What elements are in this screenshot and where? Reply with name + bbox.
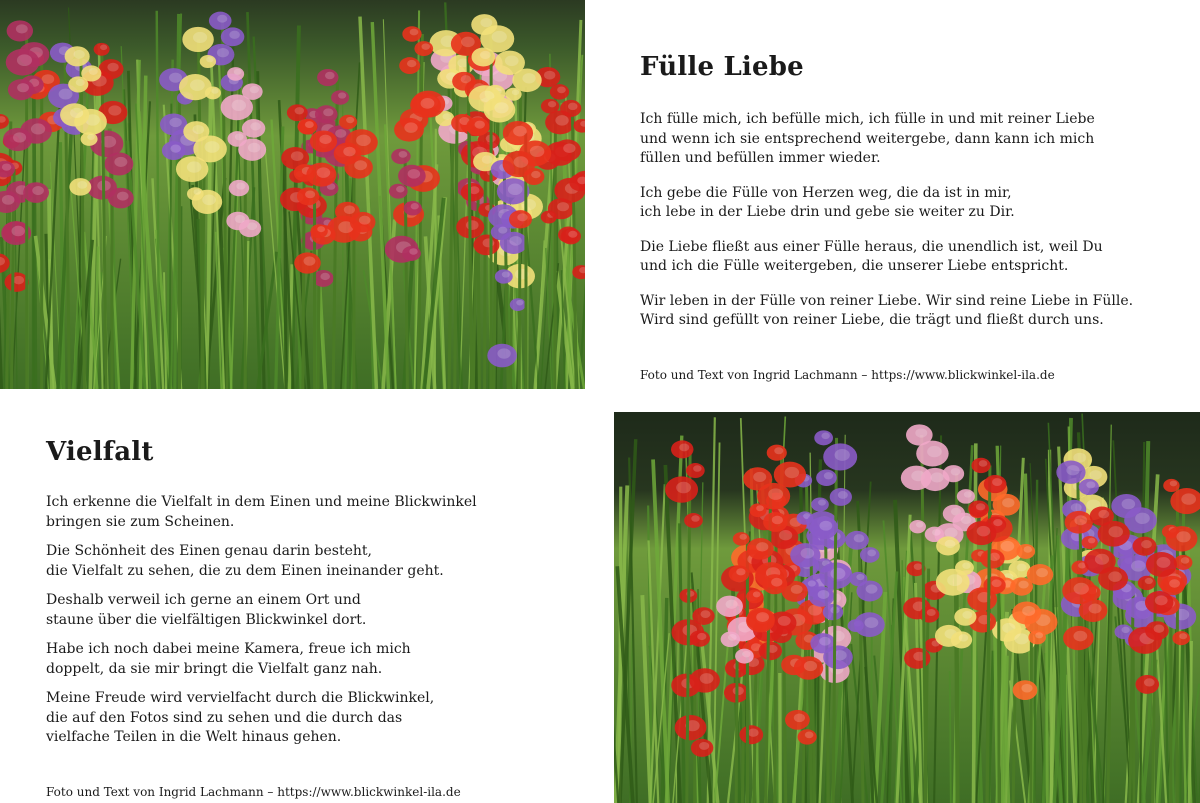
poem-stanza: Meine Freude wird vervielfacht durch die Blickwinkel, die auf den Fotos sind zu sehen und die durch das vielfache Teilen in die Welt hinaus gehen. xyxy=(46,690,435,745)
poem-stanza: Die Liebe fließt aus einer Fülle heraus, die unendlich ist, weil Du und ich die Fülle weitergeben, die unserer Liebe entspricht. xyxy=(640,238,1103,274)
poem-stanza: Wir leben in der Fülle von reiner Liebe. Wir sind reine Liebe in Fülle. Wird sind gefüllt von reiner Liebe, die trägt und fließt durch uns. xyxy=(640,292,1134,328)
poem-stanza: Ich fülle mich, ich befülle mich, ich fülle in und mit reiner Liebe und wenn ich sie entsprechend weitergebe, dann kann ich mich füllen und befüllen immer wieder. xyxy=(640,111,1095,166)
gladiolus-photo-top-image xyxy=(0,0,585,389)
poem-vielfalt xyxy=(46,437,586,748)
poem-stanza: Ich gebe die Fülle von Herzen weg, die da ist in mir, ich lebe in der Liebe drin und gebe sie weiter zu Dir. xyxy=(640,184,1015,220)
photo-credit: Foto und Text von Ingrid Lachmann – https://www.blickwinkel-ila.de xyxy=(640,368,1055,382)
poem-title: Fülle Liebe xyxy=(640,52,804,82)
poem-stanza: Ich erkenne die Vielfalt in dem Einen und meine Blickwinkel bringen sie zum Scheinen. xyxy=(46,494,477,530)
poem-title: Vielfalt xyxy=(46,437,154,467)
gladiolus-photo-top xyxy=(0,0,585,389)
poem-stanza: Deshalb verweil ich gerne an einem Ort und staune über die vielfältigen Blickwinkel dort. xyxy=(46,592,367,628)
gladiolus-photo-bottom xyxy=(614,412,1200,803)
poem-stanza: Die Schönheit des Einen genau darin besteht, die Vielfalt zu sehen, die zu dem Einen ineinander geht. xyxy=(46,543,444,579)
poem-stanza: Habe ich noch dabei meine Kamera, freue ich mich doppelt, da sie mir bringt die Vielfalt ganz nah. xyxy=(46,641,411,677)
poem-fuelle-liebe xyxy=(640,52,1180,331)
photo-credit: Foto und Text von Ingrid Lachmann – https://www.blickwinkel-ila.de xyxy=(46,785,461,799)
gladiolus-photo-bottom-image xyxy=(614,412,1200,803)
